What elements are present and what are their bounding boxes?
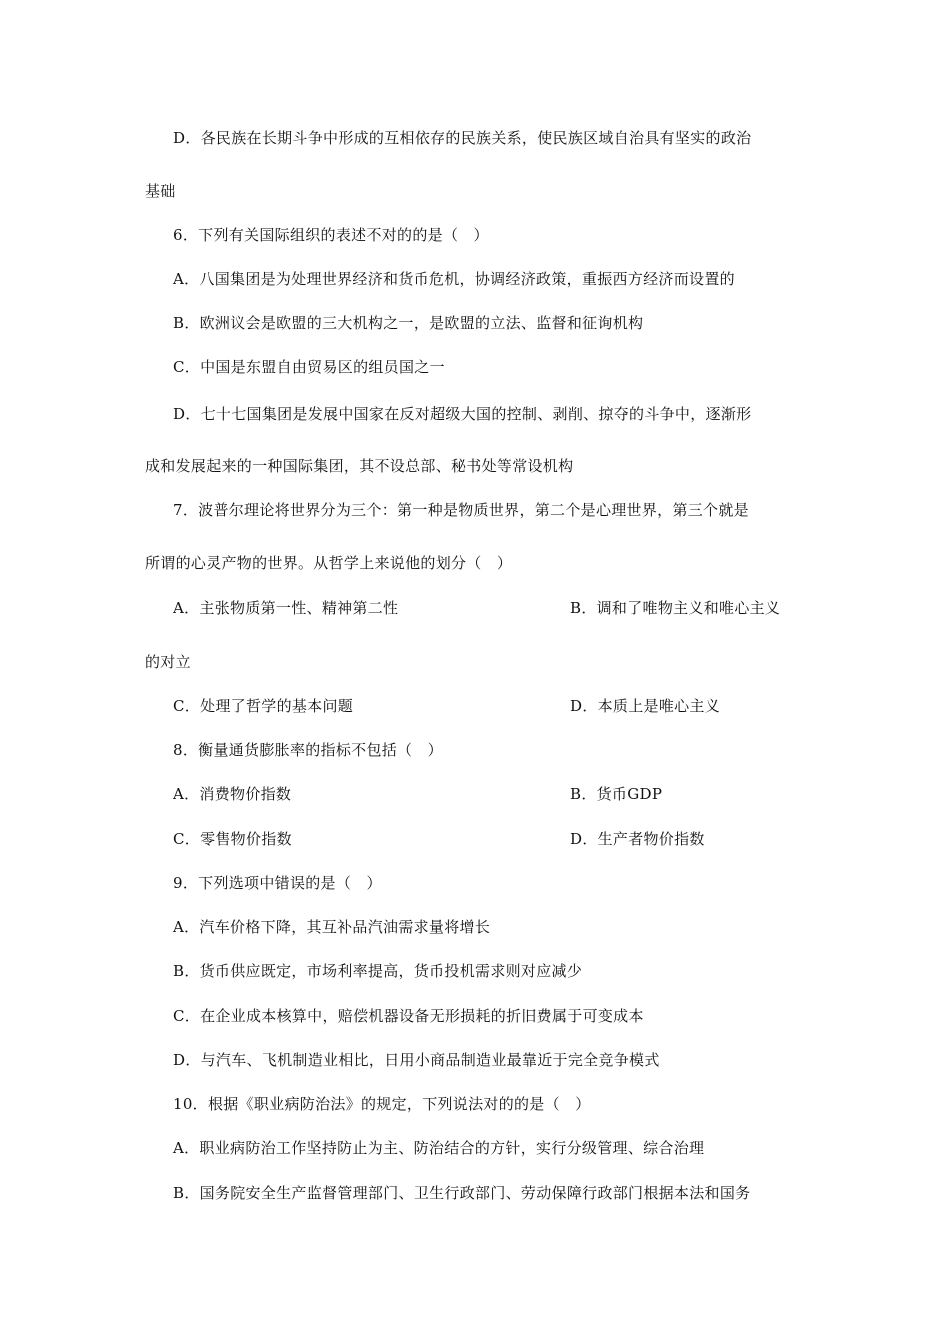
option-9d: D．与汽车、飞机制造业相比，日用小商品制造业最靠近于完全竞争模式 [173,1051,660,1069]
option-8c: C．零售物价指数 [173,830,292,848]
option-6a: A．八国集团是为处理世界经济和货币危机，协调经济政策，重振西方经济而设置的 [173,270,735,288]
option-9c: C．在企业成本核算中，赔偿机器设备无形损耗的折旧费属于可变成本 [173,1007,644,1025]
option-10b: B．国务院安全生产监督管理部门、卫生行政部门、劳动保障行政部门根据本法和国务 [173,1184,751,1202]
question-8: 8．衡量通货膨胀率的指标不包括（ ） [173,741,443,759]
option-9a: A．汽车价格下降，其互补品汽油需求量将增长 [173,918,491,936]
option-5d-line1: D．各民族在长期斗争中形成的互相依存的民族关系，使民族区域自治具有坚实的政治 [173,129,752,147]
option-7a: A．主张物质第一性、精神第二性 [173,599,399,617]
option-8d: D．生产者物价指数 [570,830,705,848]
option-7b-line1: B．调和了唯物主义和唯心主义 [570,599,781,617]
question-10: 10．根据《职业病防治法》的规定，下列说法对的的是（ ） [173,1095,591,1113]
question-7-line2: 所谓的心灵产物的世界。从哲学上来说他的划分（ ） [145,554,513,572]
option-7d: D．本质上是唯心主义 [570,697,721,715]
option-6c: C．中国是东盟自由贸易区的组员国之一 [173,358,445,376]
option-7b-line2: 的对立 [145,653,191,671]
option-6b: B．欧洲议会是欧盟的三大机构之一，是欧盟的立法、监督和征询机构 [173,314,644,332]
option-9b: B．货币供应既定，市场利率提高，货币投机需求则对应减少 [173,962,583,980]
option-7c: C．处理了哲学的基本问题 [173,697,354,715]
option-10a: A．职业病防治工作坚持防止为主、防治结合的方针，实行分级管理、综合治理 [173,1139,705,1157]
question-9: 9．下列选项中错误的是（ ） [173,874,382,892]
option-8a: A．消费物价指数 [173,785,292,803]
option-6d-line1: D．七十七国集团是发展中国家在反对超级大国的控制、剥削、掠夺的斗争中，逐渐形 [173,405,752,423]
question-7-line1: 7．波普尔理论将世界分为三个：第一种是物质世界，第二个是心理世界，第三个就是 [173,501,749,519]
option-8b: B．货币GDP [570,785,663,803]
question-6: 6．下列有关国际组织的表述不对的的是（ ） [173,226,489,244]
option-6d-line2: 成和发展起来的一种国际集团，其不设总部、秘书处等常设机构 [145,457,574,475]
option-5d-line2: 基础 [145,182,176,200]
